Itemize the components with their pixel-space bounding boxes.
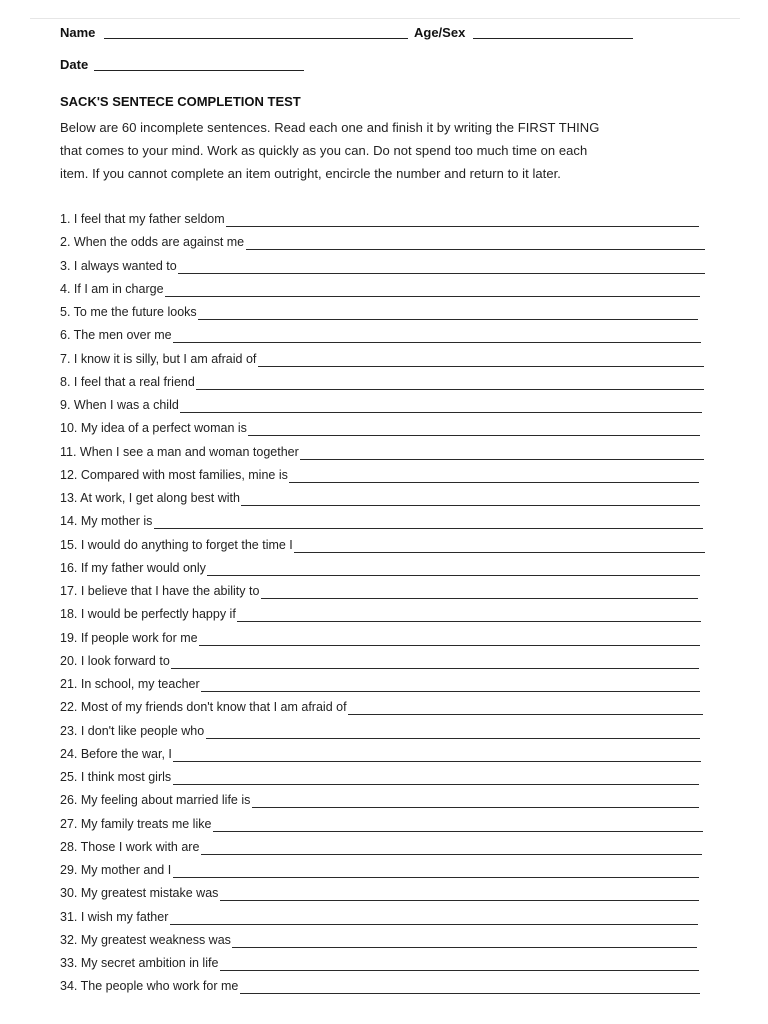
sentence-item bbox=[60, 561, 720, 579]
sentence-item bbox=[60, 793, 720, 811]
sentence-stem: 8. I feel that a real friend bbox=[60, 374, 195, 389]
answer-line[interactable] bbox=[261, 598, 698, 599]
answer-line[interactable] bbox=[165, 296, 700, 297]
instructions-line: Below are 60 incomplete sentences. Read each one and finish it by writing the FIRST THING bbox=[60, 120, 600, 135]
sentence-item bbox=[60, 677, 720, 695]
sentence-item bbox=[60, 212, 720, 230]
answer-line[interactable] bbox=[248, 435, 700, 436]
sentence-stem: 31. I wish my father bbox=[60, 909, 169, 924]
sentence-stem: 3. I always wanted to bbox=[60, 258, 177, 273]
answer-line[interactable] bbox=[241, 505, 700, 506]
sentence-stem: 14. My mother is bbox=[60, 514, 153, 529]
sentence-item bbox=[60, 747, 720, 765]
sentence-item bbox=[60, 305, 720, 323]
answer-line[interactable] bbox=[199, 645, 700, 646]
sentence-item bbox=[60, 421, 720, 439]
name-field[interactable] bbox=[104, 38, 408, 39]
answer-line[interactable] bbox=[201, 854, 702, 855]
sentence-stem: 15. I would do anything to forget the time I bbox=[60, 537, 293, 552]
sentence-item bbox=[60, 863, 720, 881]
answer-line[interactable] bbox=[180, 412, 702, 413]
sentence-stem: 1. I feel that my father seldom bbox=[60, 212, 225, 226]
date-label: Date bbox=[60, 57, 89, 72]
sentence-item bbox=[60, 840, 720, 858]
answer-line[interactable] bbox=[196, 389, 704, 390]
sentence-item bbox=[60, 445, 720, 463]
sentence-item bbox=[60, 631, 720, 649]
answer-line[interactable] bbox=[213, 831, 703, 832]
sentence-item bbox=[60, 979, 720, 997]
sentence-stem: 11. When I see a man and woman together bbox=[60, 444, 299, 459]
sentence-stem: 33. My secret ambition in life bbox=[60, 956, 219, 970]
date-field[interactable] bbox=[94, 70, 304, 71]
sentence-stem: 20. I look forward to bbox=[60, 653, 170, 668]
sentence-stem: 28. Those I work with are bbox=[60, 839, 200, 854]
sentence-stem: 22. Most of my friends don't know that I am afraid of bbox=[60, 700, 347, 715]
answer-line[interactable] bbox=[289, 482, 699, 483]
answer-line[interactable] bbox=[294, 552, 705, 553]
instructions-line: that comes to your mind. Work as quickly as you can. Do not spend too much time on each bbox=[60, 143, 588, 158]
answer-line[interactable] bbox=[154, 528, 703, 529]
sentence-stem: 13. At work, I get along best with bbox=[60, 491, 240, 505]
sentence-item bbox=[60, 910, 720, 928]
answer-line[interactable] bbox=[300, 459, 704, 460]
sentence-item bbox=[60, 375, 720, 393]
sentence-item bbox=[60, 770, 720, 788]
sentence-item bbox=[60, 398, 720, 416]
sentence-item bbox=[60, 817, 720, 835]
sentence-item bbox=[60, 956, 720, 974]
instructions-line: item. If you cannot complete an item outright, encircle the number and return to it later. bbox=[60, 166, 561, 181]
sentence-item bbox=[60, 514, 720, 532]
sentence-item bbox=[60, 259, 720, 277]
answer-line[interactable] bbox=[201, 691, 700, 692]
sentence-item bbox=[60, 235, 720, 253]
answer-line[interactable] bbox=[258, 366, 704, 367]
sentence-item bbox=[60, 468, 720, 486]
answer-line[interactable] bbox=[173, 877, 699, 878]
sentence-stem: 29. My mother and I bbox=[60, 863, 172, 877]
answer-line[interactable] bbox=[348, 714, 703, 715]
sentence-stem: 25. I think most girls bbox=[60, 770, 172, 784]
sentence-item bbox=[60, 607, 720, 625]
answer-line[interactable] bbox=[178, 273, 705, 274]
sentence-item bbox=[60, 654, 720, 672]
answer-line[interactable] bbox=[173, 342, 701, 343]
sentence-item bbox=[60, 282, 720, 300]
answer-line[interactable] bbox=[246, 249, 705, 250]
answer-line[interactable] bbox=[173, 784, 699, 785]
sentence-stem: 6. The men over me bbox=[60, 328, 172, 343]
sentence-stem: 26. My feeling about married life is bbox=[60, 793, 251, 808]
sentence-item bbox=[60, 886, 720, 904]
sentence-item bbox=[60, 584, 720, 602]
sentence-stem: 19. If people work for me bbox=[60, 630, 198, 645]
sentence-item bbox=[60, 538, 720, 556]
answer-line[interactable] bbox=[226, 226, 699, 227]
answer-line[interactable] bbox=[206, 738, 700, 739]
sentence-stem: 17. I believe that I have the ability to bbox=[60, 584, 260, 598]
name-label: Name bbox=[60, 25, 96, 40]
sentence-stem: 12. Compared with most families, mine is bbox=[60, 467, 288, 482]
answer-line[interactable] bbox=[170, 924, 698, 925]
sentence-item bbox=[60, 700, 720, 718]
sentence-stem: 18. I would be perfectly happy if bbox=[60, 607, 236, 622]
answer-line[interactable] bbox=[220, 970, 699, 971]
sentence-stem: 9. When I was a child bbox=[60, 398, 179, 412]
answer-line[interactable] bbox=[173, 761, 701, 762]
sentence-stem: 10. My idea of a perfect woman is bbox=[60, 421, 247, 436]
sentence-item bbox=[60, 352, 720, 370]
sentence-stem: 5. To me the future looks bbox=[60, 305, 197, 319]
sentence-item bbox=[60, 933, 720, 951]
answer-line[interactable] bbox=[252, 807, 699, 808]
sentence-stem: 21. In school, my teacher bbox=[60, 677, 200, 691]
age-sex-field[interactable] bbox=[473, 38, 633, 39]
sentence-item bbox=[60, 724, 720, 742]
page-title: SACK'S SENTECE COMPLETION TEST bbox=[60, 94, 301, 109]
sentence-stem: 27. My family treats me like bbox=[60, 816, 212, 831]
sentence-stem: 23. I don't like people who bbox=[60, 723, 205, 738]
sentence-stem: 34. The people who work for me bbox=[60, 979, 239, 994]
sentence-stem: 32. My greatest weakness was bbox=[60, 932, 231, 947]
sentence-stem: 30. My greatest mistake was bbox=[60, 886, 219, 901]
answer-line[interactable] bbox=[237, 621, 701, 622]
answer-line[interactable] bbox=[198, 319, 698, 320]
answer-line[interactable] bbox=[240, 993, 700, 994]
sentence-stem: 2. When the odds are against me bbox=[60, 235, 245, 250]
answer-line[interactable] bbox=[171, 668, 699, 669]
answer-line[interactable] bbox=[232, 947, 697, 948]
sentence-stem: 16. If my father would only bbox=[60, 560, 206, 575]
answer-line[interactable] bbox=[220, 900, 699, 901]
sentence-item bbox=[60, 328, 720, 346]
sentence-stem: 4. If I am in charge bbox=[60, 281, 164, 296]
sentence-item bbox=[60, 491, 720, 509]
age-sex-label: Age/Sex bbox=[414, 25, 466, 40]
sentence-stem: 7. I know it is silly, but I am afraid of bbox=[60, 351, 257, 366]
page-top-edge bbox=[30, 18, 740, 19]
sentence-stem: 24. Before the war, I bbox=[60, 746, 172, 761]
answer-line[interactable] bbox=[207, 575, 700, 576]
